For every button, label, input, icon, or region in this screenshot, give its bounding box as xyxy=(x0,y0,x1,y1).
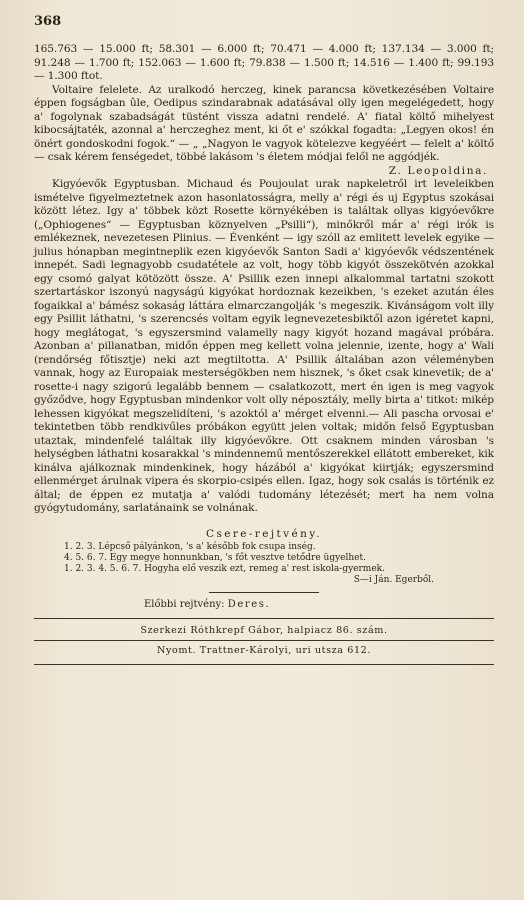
voltaire-paragraph: Voltaire felelete. Az uralkodó herczeg, kinek parancsa következésében Voltaire éppen fogságban ûle, Oedipus szindarabnak adatásával olly igen megelégedett, hogy a' fogolynak szabadságát tüstént vissza adatni rendelé. A' fiatal költő mihelyest kibocsájtaték, azonnal a' herczeghez ment, ki őt e' szókkal fogadta: „Legyen okos! én önért gondoskodni fogok.“ — „ „Nagyon le vagyok kötelezve kegyéért — felelt a' költő — csak kérem fenségedet, többé lakásom 's életem módjai felől ne aggódjék. xyxy=(34,83,494,163)
page-number: 368 xyxy=(34,14,62,29)
imprint xyxy=(34,618,494,665)
previous-puzzle-answer: Deres. xyxy=(227,598,271,610)
signature xyxy=(34,165,488,179)
puzzle-title: Csere-rejtvény. xyxy=(206,527,322,540)
signature-text: Z. Leopoldina. xyxy=(388,164,488,177)
puzzle-row: 1. 2. 3. 4. 5. 6. 7. Hogyha elő veszik ezt, remeg a' rest iskola-gyermek. xyxy=(64,563,385,574)
snake-eaters-paragraph: Kigyóevők Egyptusban. Michaud és Poujoulat urak napkeletről irt leveleikben ismételve figyelmeztetnek azon hasonlatosságra, melly a' régi és uj Egyptus szokásai között létez. Igy a' többek közt Rosette környékében is találtak ollyas kigyóevőkre („Ophiogenes“ — Egyptusban köznyelven „Psilli“), minőkről már a' régi irók is emlékeznek, nevezetesen Plinius. — Évenként — igy szóll az emlitett levelek egyike — julius hónapban megintneplik ezen kigyóevők Santon Sadi a' kigyóevők védszentének innepét. Sadi legnagyobb csudatétele az volt, hogy több kigyót összekötvén azokkal egy csomó galyat kötözött össze. A' Psillik ezen innepi alkalommal tartatni szokott szertartáskor iszonyú nagyságú kigyókat hordoznak kezeikben, 's ezeket azután éles fogaikkal a' bámész sokaság láttára elmarczangolják 's megeszik. Kivánságom volt illy egy Psillit láthatni, 's szerencsés voltam egyik legnevezetesbiktől azon igéretet kapni, hogy meglátogat, 's egyszersmind valamelly nagy kigyót hozand magával próbára. Azonban a' pillanatban, midőn éppen meg kellett volna jelennie, izente, hogy a' Wali (rendőrség főtisztje) neki azt megtiltotta. A' Psillik általában azon véleményben vannak, hogy az Europaiak mesterségökben nem hisznek, 's őket csak kinevetik; de a' rosette-i nagy szigorú legalább bennem — csalatkozott, mert én igen is meg vagyok győződve, hogy Egyptusban mindenkor volt olly néposztály, melly birta a' titkot: mikép lehessen kigyókat megszelidíteni, 's azoktól a' mérget elvenni.— Ali pascha orvosai e' tekintetben több rendkivűles próbákon együtt jelen voltak; midőn felső Egyptusban utaztak, mindenfelé találtak illy kigyóevőkre. Ott csaknem minden városban 's helységben láthatni kosarakkal 's mindennemű mentőszerekkel ellátott embereket, kik kinálva ajálkoznak mindenkinek, hogy házából a' kigyókat kiirtják; egyszersmind ellenmérget árulnak vipera és skorpio-csipés ellen. Igaz, hogy sok csalás is történik ez által; de éppen ez mutatja a' valódi tudomány létezését; mert ha nem volna gyógytudomány, sarlatánaink se volnának. xyxy=(34,178,494,514)
previous-puzzle xyxy=(34,599,494,610)
puzzle-section xyxy=(34,528,494,610)
divider xyxy=(34,640,494,641)
puzzle-signature: S—i Ján. Egerből. xyxy=(353,574,434,585)
puzzle-row: 4. 5. 6. 7. Egy megye honnunkban, 's főt vesztve tetődre ügyelhet. xyxy=(64,552,366,563)
editor-line: Szerkezi Róthkrepf Gábor, halpiacz 86. szám. xyxy=(140,624,388,636)
article-body xyxy=(34,43,494,516)
puzzle-row: 1. 2. 3. Lépcső pályánkon, 's a' később fok csupa inség. xyxy=(64,541,316,552)
previous-puzzle-label: Előbbi rejtvény: xyxy=(144,598,225,610)
divider xyxy=(209,592,319,593)
printer-line: Nyomt. Trattner-Károlyi, uri utsza 612. xyxy=(156,644,372,656)
price-list-paragraph: 165.763 — 15.000 ft; 58.301 — 6.000 ft; 70.471 — 4.000 ft; 137.134 — 3.000 ft; 91.248 — 1.700 ft; 152.063 — 1.600 ft; 79.838 — 1.500 ft; 14.516 — 1.400 ft; 99.193 — 1.300 ftot. xyxy=(34,43,494,82)
